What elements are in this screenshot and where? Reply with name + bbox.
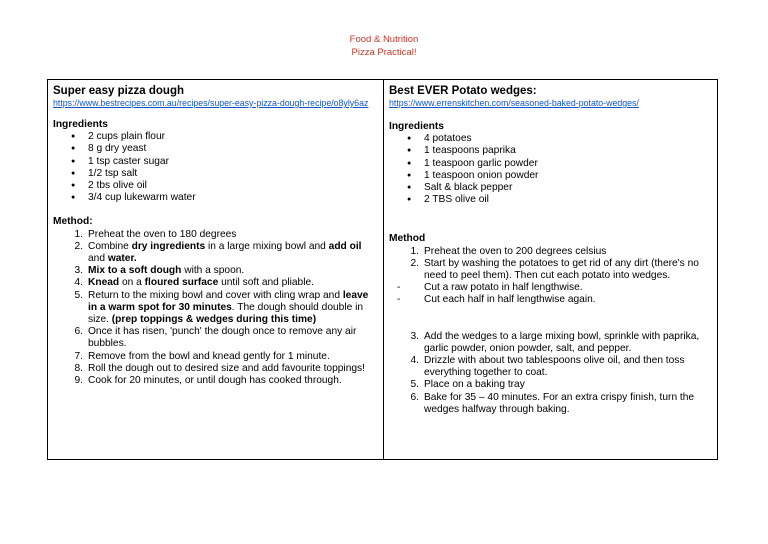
step-number: 1. — [410, 245, 419, 257]
pizza-method-heading: Method: — [53, 216, 93, 228]
method-step — [389, 355, 712, 379]
step-emphasis: dry ingredients — [131, 240, 206, 252]
method-step — [389, 294, 712, 306]
step-number: 6. — [74, 326, 83, 338]
wedges-method-heading: Method — [389, 233, 426, 245]
step-number: 1. — [74, 228, 83, 240]
step-text: with a spoon. — [181, 265, 245, 277]
method-step — [53, 326, 378, 350]
method-step — [389, 331, 712, 355]
step-text: Bake for 35 – 40 minutes. For an extra crispy finish, turn the wedges halfway through baking. — [424, 391, 695, 415]
recipe-table — [47, 79, 718, 460]
step-text: Add the wedges to a large mixing bowl, sprinkle with paprika, garlic powder, onion powder, salt, and pepper. — [424, 330, 700, 354]
list-item: ● 1 teaspoon garlic powder — [389, 158, 712, 170]
wedges-method-list-part2 — [389, 331, 712, 416]
method-step — [53, 290, 378, 327]
step-number: 2. — [74, 240, 83, 252]
step-text: Combine — [88, 240, 132, 252]
step-emphasis: floured surface — [144, 277, 219, 289]
step-text: Preheat the oven to 180 degrees — [88, 228, 237, 240]
method-step — [389, 379, 712, 391]
list-item: ● 1/2 tsp salt — [53, 168, 378, 180]
method-step — [53, 265, 378, 277]
list-item: ● 1 teaspoon onion powder — [389, 170, 712, 182]
step-text: Cut each half in half lengthwise again. — [424, 294, 596, 306]
step-number: 2. — [410, 257, 419, 269]
list-item: ● 8 g dry yeast — [53, 143, 378, 155]
list-item: ● 1 teaspoons paprika — [389, 145, 712, 157]
step-number: 4. — [74, 277, 83, 289]
list-item: ● 1 tsp caster sugar — [53, 156, 378, 168]
step-text: Cut a raw potato in half lengthwise. — [424, 282, 583, 294]
step-emphasis: Knead — [88, 277, 120, 289]
step-text: in a large mixing bowl and — [205, 240, 329, 252]
step-number: 4. — [410, 355, 419, 367]
step-text: Return to the mixing bowl and cover with cling wrap and — [88, 289, 343, 301]
step-text: Start by washing the potatoes to get rid of any dirt (there's no need to peel them). Then cut each potato into wedges. — [424, 257, 699, 282]
step-number: 5. — [410, 379, 419, 391]
method-step — [53, 375, 378, 387]
wedges-recipe-cell — [384, 80, 717, 459]
step-text: Place on a baking tray — [424, 379, 525, 391]
pizza-method-list — [53, 229, 378, 388]
method-step — [53, 229, 378, 241]
method-step — [53, 363, 378, 375]
wedges-ingredients-heading: Ingredients — [389, 121, 444, 132]
step-number: 7. — [74, 350, 83, 362]
wedges-method-list-part1 — [389, 246, 712, 307]
method-step — [53, 351, 378, 363]
step-text: Cook for 20 minutes, or until dough has cooked through. — [88, 375, 342, 387]
pizza-ingredients-heading: Ingredients — [53, 119, 108, 130]
pizza-recipe-cell — [48, 80, 384, 459]
method-step — [53, 241, 378, 265]
step-number: 3. — [74, 265, 83, 277]
practical-title: Pizza Practical! — [351, 47, 417, 58]
list-item: ● Salt & black pepper — [389, 182, 712, 194]
step-emphasis: leave in a warm spot for 30 minutes — [88, 289, 369, 313]
step-text: on a — [119, 277, 145, 289]
pizza-recipe-title: Super easy pizza dough — [53, 85, 184, 97]
method-step — [389, 392, 712, 416]
method-step — [53, 277, 378, 289]
step-number: 3. — [410, 330, 419, 342]
step-number: - — [397, 294, 401, 306]
step-text: Preheat the oven to 200 degrees celsius — [424, 245, 607, 257]
list-item: ● 2 cups plain flour — [53, 131, 378, 143]
wedges-recipe-link[interactable]: https://www.errenskitchen.com/seasoned-baked-potato-wedges/ — [389, 98, 639, 108]
step-text: Drizzle with about two tablespoons olive oil, and then toss everything together to coat. — [424, 355, 685, 379]
step-emphasis: Mix to a soft dough — [88, 265, 182, 277]
method-step — [389, 282, 712, 294]
subject-title: Food & Nutrition — [349, 34, 419, 45]
document-header — [0, 33, 768, 59]
step-text: . The dough should double in size. — [88, 301, 364, 326]
list-item: ● 4 potatoes — [389, 133, 712, 145]
step-number: 9. — [74, 375, 83, 387]
step-text: Roll the dough out to desired size and add favourite toppings! — [88, 362, 365, 374]
step-number: 8. — [74, 362, 83, 374]
step-text: until soft and pliable. — [218, 277, 314, 289]
step-number: 6. — [410, 391, 419, 403]
step-number: - — [397, 282, 401, 294]
method-step — [389, 258, 712, 282]
method-step — [389, 246, 712, 258]
list-item: ● 2 tbs olive oil — [53, 180, 378, 192]
wedges-recipe-title — [389, 84, 712, 98]
list-item: ● 3/4 cup lukewarm water — [53, 192, 378, 204]
list-item: ● 2 TBS olive oil — [389, 194, 712, 206]
step-emphasis: water. — [107, 253, 137, 265]
step-emphasis: add oil — [328, 240, 362, 252]
wedges-title-text: Best EVER Potato wedges: — [389, 85, 537, 97]
step-text: and — [88, 253, 108, 265]
step-number: 5. — [74, 289, 83, 301]
wedges-ingredients-list — [389, 133, 712, 206]
method-gap — [389, 307, 712, 331]
step-text: Remove from the bowl and knead gently for 1 minute. — [88, 350, 330, 362]
pizza-recipe-link[interactable]: https://www.bestrecipes.com.au/recipes/super-easy-pizza-dough-recipe/o8yly6az — [53, 98, 369, 108]
step-emphasis: (prep toppings & wedges during this time) — [111, 314, 317, 326]
step-text: Once it has risen, 'punch' the dough once to remove any air bubbles. — [88, 326, 357, 350]
pizza-ingredients-list — [53, 131, 378, 204]
